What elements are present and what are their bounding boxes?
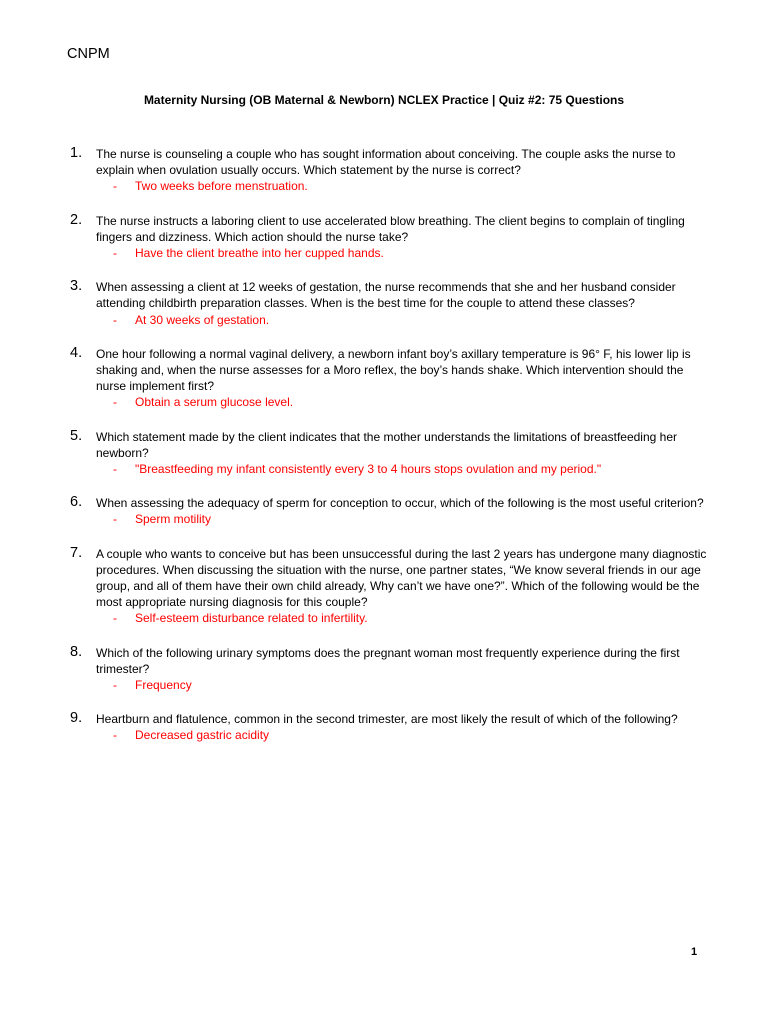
question-text: A couple who wants to conceive but has been unsuccessful during the last 2 years has undergone many diagnostic procedures. When discussing the situation with the nurse, one partner states, “We know several friends in our age group, and all of them have their own child already, Why can’t we have one?”. Which of the following would be the most appropriate nursing diagnosis for this couple? xyxy=(96,546,707,610)
question-text: When assessing the adequacy of sperm for conception to occur, which of the following is the most useful criterion? xyxy=(96,496,704,511)
question-text: Heartburn and flatulence, common in the second trimester, are most likely the result of which of the following? xyxy=(96,712,678,727)
answer-text: Obtain a serum glucose level. xyxy=(135,395,294,410)
question-number: 8. xyxy=(70,643,83,660)
question-number: 2. xyxy=(70,211,83,228)
answer-marker: - xyxy=(113,395,117,410)
answer-text: Decreased gastric acidity xyxy=(135,728,270,743)
question-number: 5. xyxy=(70,427,83,444)
answer-line xyxy=(113,727,710,743)
question-number: 6. xyxy=(70,494,83,511)
answer-text: Have the client breathe into her cupped hands. xyxy=(135,246,384,261)
question-item xyxy=(70,645,710,694)
answer-marker: - xyxy=(113,246,117,261)
question-text: Which statement made by the client indicates that the mother understands the limitations of breastfeeding her newborn? xyxy=(96,429,677,460)
question-item xyxy=(70,495,710,527)
answer-line xyxy=(113,677,710,693)
header-label: CNPM xyxy=(67,46,110,62)
answer-text: Frequency xyxy=(135,678,192,693)
answer-marker: - xyxy=(113,512,117,527)
question-number: 1. xyxy=(70,145,83,161)
question-item xyxy=(70,546,710,627)
question-number: 9. xyxy=(70,710,83,727)
question-item xyxy=(70,146,710,195)
answer-text: At 30 weeks of gestation. xyxy=(135,312,270,327)
question-item xyxy=(70,279,710,328)
question-item xyxy=(70,429,710,478)
answer-text: Self-esteem disturbance related to infertility. xyxy=(135,611,368,626)
question-text: The nurse instructs a laboring client to use accelerated blow breathing. The client begins to complain of tingling fingers and dizziness. Which action should the nurse take? xyxy=(96,213,685,244)
answer-line xyxy=(113,511,710,527)
page-number: 1 xyxy=(691,946,698,958)
answer-marker: - xyxy=(113,179,117,194)
answer-line xyxy=(113,461,710,477)
question-list xyxy=(70,146,710,762)
answer-marker: - xyxy=(113,728,117,743)
question-item xyxy=(70,711,710,743)
answer-text: "Breastfeeding my infant consistently every 3 to 4 hours stops ovulation and my period." xyxy=(135,462,602,477)
question-text: One hour following a normal vaginal delivery, a newborn infant boy’s axillary temperature is 96° F, his lower lip is shaking and, when the nurse assesses for a Moro reflex, the boy’s hands shake. Which intervention should the nurse implement first? xyxy=(96,346,691,394)
answer-line xyxy=(113,312,710,328)
answer-line xyxy=(113,394,710,410)
answer-marker: - xyxy=(113,678,117,693)
question-number: 3. xyxy=(70,278,83,295)
question-number: 4. xyxy=(70,344,83,361)
document-title: Maternity Nursing (OB Maternal & Newborn) NCLEX Practice | Quiz #2: 75 Questions xyxy=(143,93,625,107)
question-number: 7. xyxy=(70,544,83,561)
question-text: When assessing a client at 12 weeks of gestation, the nurse recommends that she and her husband consider attending childbirth preparation classes. When is the best time for the couple to attend these classes? xyxy=(96,280,676,311)
answer-marker: - xyxy=(113,312,117,327)
answer-line xyxy=(113,610,710,626)
answer-line xyxy=(113,245,710,261)
answer-text: Two weeks before menstruation. xyxy=(135,179,308,194)
answer-marker: - xyxy=(113,462,117,477)
answer-text: Sperm motility xyxy=(135,512,212,527)
question-item xyxy=(70,346,710,411)
question-text: The nurse is counseling a couple who has sought information about conceiving. The couple asks the nurse to explain when ovulation usually occurs. Which statement by the nurse is correct? xyxy=(96,147,676,178)
question-text: Which of the following urinary symptoms does the pregnant woman most frequently experience during the first trimester? xyxy=(96,645,680,676)
answer-marker: - xyxy=(113,611,117,626)
question-item xyxy=(70,213,710,262)
answer-line xyxy=(113,178,710,194)
